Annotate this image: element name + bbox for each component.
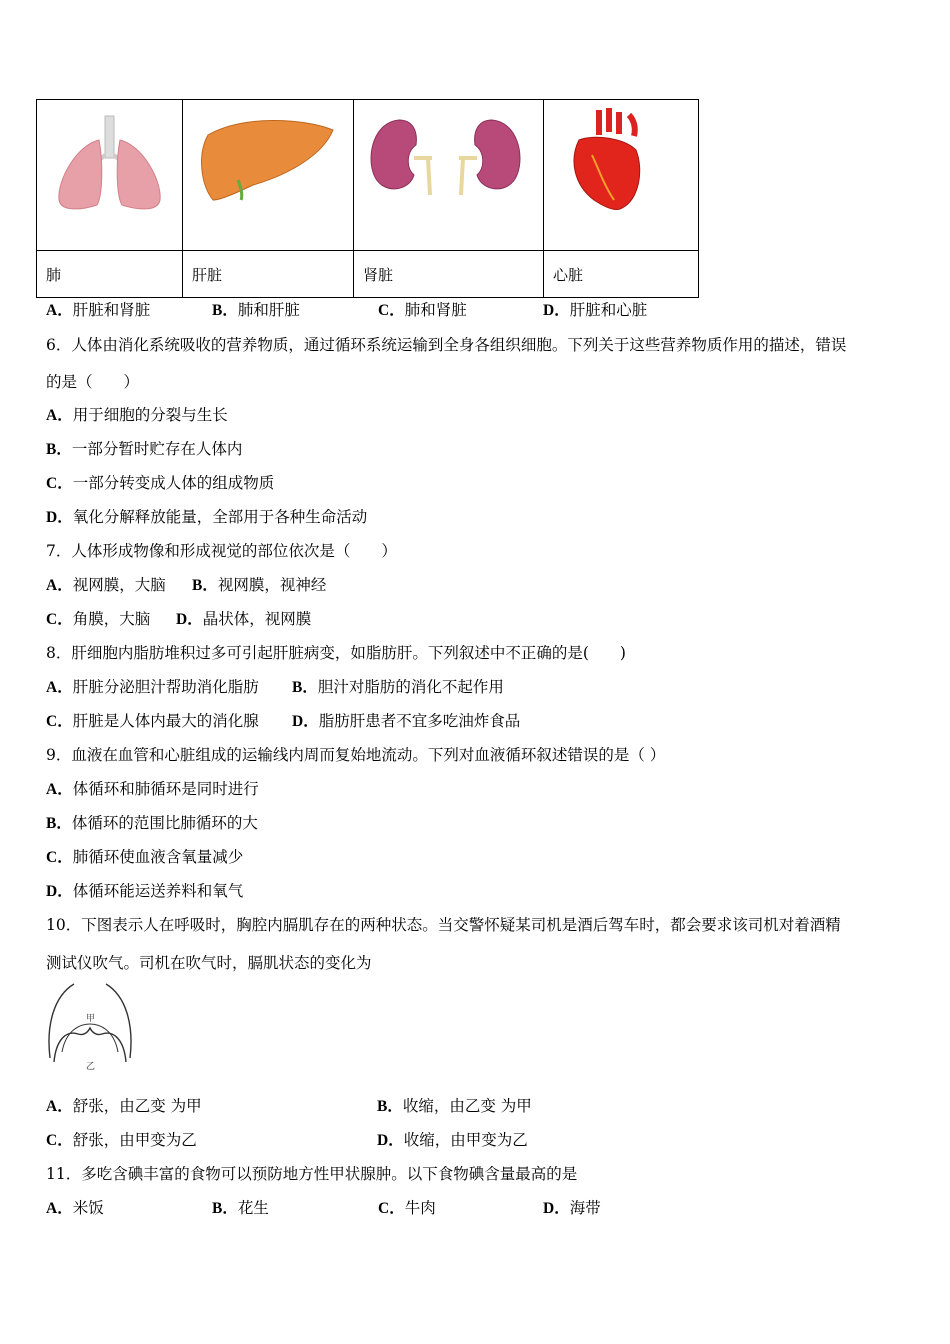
diaphragm-diagram [44, 980, 138, 1072]
heart-image-cell [544, 100, 699, 251]
q9-stem: 9．血液在血管和心脏组成的运输线内周而复始地流动。下列对血液循环叙述错误的是（ ） [46, 746, 666, 764]
lungs-image [37, 100, 182, 246]
q11-option-b: B．花生 [212, 1199, 269, 1217]
heart-image [544, 100, 698, 246]
organ-table [36, 99, 699, 298]
q7-option-b: B．视网膜，视神经 [192, 576, 327, 594]
q6-stem-line1: 6．人体由消化系统吸收的营养物质，通过循环系统运输到全身各组织细胞。下列关于这些营养物质作用的描述，错误 [46, 336, 847, 354]
q6-option-c: C．一部分转变成人体的组成物质 [46, 474, 275, 492]
liver-image-cell [183, 100, 354, 251]
q10-stem-line1: 10．下图表示人在呼吸时，胸腔内膈肌存在的两种状态。当交警怀疑某司机是酒后驾车时，都会要求该司机对着酒精 [46, 916, 841, 934]
q10-option-a: A．舒张，由乙变 为甲 [46, 1097, 202, 1115]
q8-option-c: C．肝脏是人体内最大的消化腺 [46, 712, 259, 730]
q7-stem: 7．人体形成物像和形成视觉的部位依次是（ ） [46, 542, 397, 560]
q11-option-a: A．米饭 [46, 1199, 104, 1217]
q5-option-b: B．肺和肝脏 [212, 301, 300, 319]
organ-label-heart: 心脏 [544, 251, 699, 298]
q9-option-a: A．体循环和肺循环是同时进行 [46, 780, 259, 798]
q6-option-b: B．一部分暂时贮存在人体内 [46, 440, 243, 458]
q11-stem: 11．多吃含碘丰富的食物可以预防地方性甲状腺肿。以下食物碘含量最高的是 [46, 1165, 578, 1183]
q8-option-d: D．脂肪肝患者不宜多吃油炸食品 [292, 712, 521, 730]
q11-option-c: C．牛肉 [378, 1199, 436, 1217]
q7-option-a: A．视网膜，大脑 [46, 576, 166, 594]
q6-option-a: A．用于细胞的分裂与生长 [46, 406, 228, 424]
q10-stem-line2: 测试仪吹气。司机在吹气时，膈肌状态的变化为 [46, 954, 372, 972]
q5-option-c: C．肺和肾脏 [378, 301, 467, 319]
q6-option-d: D．氧化分解释放能量，全部用于各种生命活动 [46, 508, 368, 526]
diagram-label-jia: 甲 [86, 1014, 96, 1024]
liver-image [183, 100, 353, 246]
organ-label-kidneys: 肾脏 [354, 251, 544, 298]
q5-option-d: D．肝脏和心脏 [543, 301, 648, 319]
q9-option-d: D．体循环能运送养料和氧气 [46, 882, 244, 900]
q7-option-d: D．晶状体，视网膜 [176, 610, 312, 628]
q9-option-b: B．体循环的范围比肺循环的大 [46, 814, 258, 832]
q11-option-d: D．海带 [543, 1199, 601, 1217]
q6-stem-line2: 的是（ ） [46, 373, 140, 391]
q8-stem: 8．肝细胞内脂肪堆积过多可引起肝脏病变，如脂肪肝。下列叙述中不正确的是( ) [46, 644, 626, 662]
q9-option-c: C．肺循环使血液含氧量减少 [46, 848, 244, 866]
kidneys-image-cell [354, 100, 544, 251]
diagram-label-yi: 乙 [86, 1062, 96, 1072]
q5-option-a: A．肝脏和肾脏 [46, 301, 151, 319]
kidneys-image [354, 100, 543, 246]
q7-option-c: C．角膜，大脑 [46, 610, 151, 628]
q10-option-b: B．收缩，由乙变 为甲 [377, 1097, 532, 1115]
organ-label-lungs: 肺 [37, 251, 183, 298]
q10-option-d: D．收缩，由甲变为乙 [377, 1131, 528, 1149]
q10-option-c: C．舒张，由甲变为乙 [46, 1131, 197, 1149]
organ-label-liver: 肝脏 [183, 251, 354, 298]
q8-option-a: A．肝脏分泌胆汁帮助消化脂肪 [46, 678, 259, 696]
lungs-image-cell [37, 100, 183, 251]
q8-option-b: B．胆汁对脂肪的消化不起作用 [292, 678, 504, 696]
